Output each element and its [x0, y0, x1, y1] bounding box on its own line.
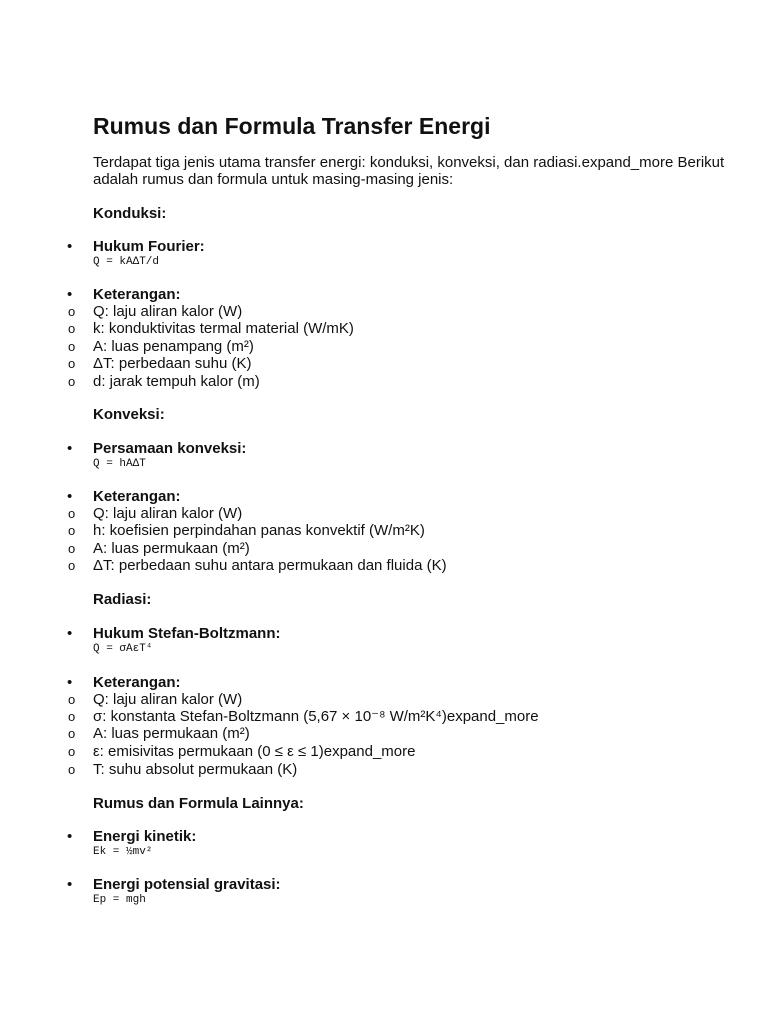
sub-bullet-marker: o — [68, 356, 76, 371]
lainnya-item — [0, 828, 740, 845]
sub-bullet-marker: o — [68, 523, 76, 538]
radiasi-note-text: A: luas permukaan (m²) — [93, 725, 250, 742]
sub-bullet-marker: o — [68, 304, 76, 319]
lainnya-item — [0, 876, 740, 893]
konveksi-note — [0, 557, 740, 574]
konduksi-note-text: d: jarak tempuh kalor (m) — [93, 373, 260, 390]
konduksi-note — [0, 373, 740, 390]
lainnya-item-label: Energi potensial gravitasi: — [93, 876, 281, 893]
bullet-marker: • — [67, 625, 73, 642]
konveksi-notes-label: Keterangan: — [93, 488, 181, 505]
konduksi-formula: Q = kAΔT/d — [93, 256, 160, 268]
radiasi-note-text: Q: laju aliran kalor (W) — [93, 691, 243, 708]
sub-bullet-marker: o — [68, 744, 76, 759]
konveksi-heading: Konveksi: — [93, 406, 165, 423]
sub-bullet-marker: o — [68, 321, 76, 336]
konveksi-note — [0, 505, 740, 522]
sub-bullet-marker: o — [68, 726, 76, 741]
konveksi-note — [0, 522, 740, 539]
radiasi-note — [0, 743, 740, 760]
radiasi-note — [0, 708, 740, 725]
radiasi-formula: Q = σAεT⁴ — [93, 643, 153, 655]
sub-bullet-marker: o — [68, 374, 76, 389]
bullet-marker: • — [67, 286, 73, 303]
konveksi-note-text: A: luas permukaan (m²) — [93, 540, 250, 557]
konveksi-note-text: ΔT: perbedaan suhu antara permukaan dan fluida (K) — [93, 557, 447, 574]
lainnya-item-label: Energi kinetik: — [93, 828, 197, 845]
konduksi-law-label: Hukum Fourier: — [93, 238, 205, 255]
radiasi-note-text: T: suhu absolut permukaan (K) — [93, 761, 298, 778]
konduksi-note-text: A: luas penampang (m²) — [93, 338, 254, 355]
page-title: Rumus dan Formula Transfer Energi — [93, 113, 491, 139]
konduksi-notes-label: Keterangan: — [93, 286, 181, 303]
bullet-marker: • — [67, 876, 73, 893]
konveksi-law-label: Persamaan konveksi: — [93, 440, 247, 457]
konveksi-law-item — [0, 440, 740, 457]
konduksi-note-text: Q: laju aliran kalor (W) — [93, 303, 243, 320]
radiasi-note-text: ε: emisivitas permukaan (0 ≤ ε ≤ 1)expand_more — [93, 743, 416, 760]
sub-bullet-marker: o — [68, 709, 76, 724]
sub-bullet-marker: o — [68, 506, 76, 521]
konduksi-note — [0, 355, 740, 372]
radiasi-notes-item — [0, 674, 740, 691]
konduksi-note-text: k: konduktivitas termal material (W/mK) — [93, 320, 354, 337]
radiasi-note — [0, 691, 740, 708]
konveksi-notes-item — [0, 488, 740, 505]
konveksi-note-text: h: koefisien perpindahan panas konvektif (W/m²K) — [93, 522, 425, 539]
bullet-marker: • — [67, 440, 73, 457]
konduksi-heading: Konduksi: — [93, 205, 167, 222]
konveksi-note — [0, 540, 740, 557]
radiasi-note-text: σ: konstanta Stefan-Boltzmann (5,67 × 10⁻⁸ W/m²K⁴)expand_more — [93, 708, 539, 725]
radiasi-notes-label: Keterangan: — [93, 674, 181, 691]
sub-bullet-marker: o — [68, 541, 76, 556]
sub-bullet-marker: o — [68, 339, 76, 354]
konveksi-formula: Q = hAΔT — [93, 458, 146, 470]
konduksi-note — [0, 320, 740, 337]
radiasi-law-item — [0, 625, 740, 642]
konveksi-note-text: Q: laju aliran kalor (W) — [93, 505, 243, 522]
konduksi-note — [0, 338, 740, 355]
radiasi-heading: Radiasi: — [93, 591, 152, 608]
lainnya-heading: Rumus dan Formula Lainnya: — [93, 795, 304, 812]
bullet-marker: • — [67, 828, 73, 845]
intro-paragraph: Terdapat tiga jenis utama transfer energi: konduksi, konveksi, dan radiasi.expand_more Berikut adalah rumus dan formula untuk masing-masing jenis: — [93, 154, 725, 188]
bullet-marker: • — [67, 238, 73, 255]
konduksi-law-item — [0, 238, 740, 255]
lainnya-formula: Ek = ½mv² — [93, 846, 153, 858]
konduksi-note — [0, 303, 740, 320]
sub-bullet-marker: o — [68, 692, 76, 707]
radiasi-note — [0, 725, 740, 742]
bullet-marker: • — [67, 488, 73, 505]
konduksi-notes-item — [0, 286, 740, 303]
konduksi-note-text: ΔT: perbedaan suhu (K) — [93, 355, 252, 372]
bullet-marker: • — [67, 674, 73, 691]
sub-bullet-marker: o — [68, 762, 76, 777]
radiasi-note — [0, 761, 740, 778]
radiasi-law-label: Hukum Stefan-Boltzmann: — [93, 625, 281, 642]
lainnya-formula: Ep = mgh — [93, 894, 146, 906]
sub-bullet-marker: o — [68, 558, 76, 573]
